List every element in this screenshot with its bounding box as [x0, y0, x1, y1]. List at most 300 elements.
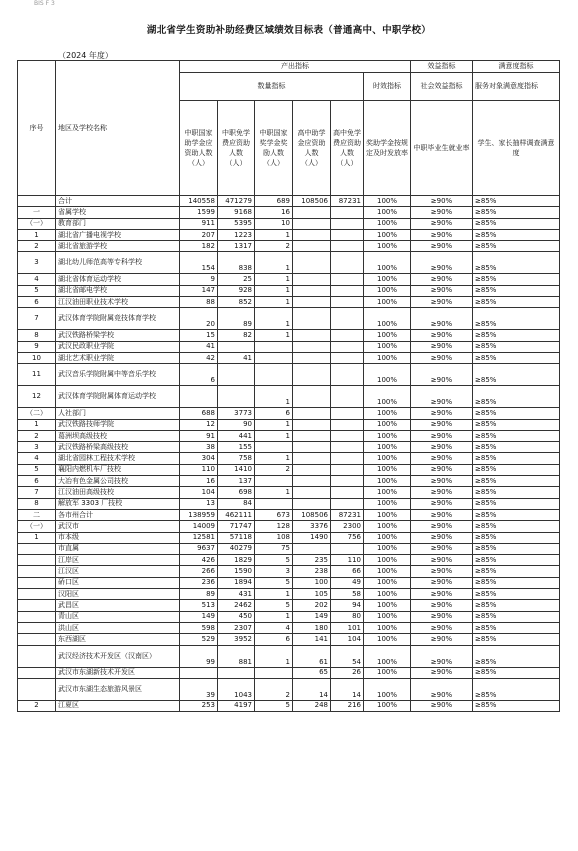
- cell-region-name: 武汉铁路技师学院: [56, 419, 180, 430]
- cell-col4: [293, 442, 331, 453]
- table-row: [18, 274, 560, 285]
- cell-col2: 25: [218, 274, 255, 285]
- cell-col1: 266: [180, 566, 218, 577]
- cell-col6: 100%: [364, 645, 411, 667]
- cell-col4: 149: [293, 611, 331, 622]
- cell-col6: 100%: [364, 543, 411, 554]
- cell-col5: 66: [331, 566, 364, 577]
- cell-col5: [331, 218, 364, 229]
- header-quantity: 数量指标: [180, 73, 364, 101]
- cell-col7: ≥90%: [411, 285, 473, 296]
- cell-col6: 100%: [364, 476, 411, 487]
- table-row: [18, 442, 560, 453]
- cell-col8: ≥85%: [473, 285, 560, 296]
- cell-col1: 14009: [180, 521, 218, 532]
- header-col2-text: 中职免学费应资助人数: [222, 129, 250, 157]
- cell-col1: 154: [180, 252, 218, 274]
- cell-seq: [18, 611, 56, 622]
- cell-col4: [293, 386, 331, 408]
- cell-col4: [293, 498, 331, 509]
- cell-col2: 471279: [218, 196, 255, 207]
- cell-col5: [331, 408, 364, 419]
- cell-col1: 104: [180, 487, 218, 498]
- cell-col6: 100%: [364, 229, 411, 240]
- cell-col8: ≥85%: [473, 498, 560, 509]
- cell-col4: [293, 464, 331, 475]
- cell-col8: ≥85%: [473, 229, 560, 240]
- cell-col8: ≥85%: [473, 308, 560, 330]
- cell-col5: [331, 543, 364, 554]
- cell-col7: ≥90%: [411, 419, 473, 430]
- cell-col2: 82: [218, 330, 255, 341]
- cell-col4: [293, 218, 331, 229]
- cell-seq: 8: [18, 330, 56, 341]
- header-satisfaction: 满意度指标: [473, 61, 560, 73]
- header-col4: [293, 101, 331, 196]
- cell-col2: [218, 386, 255, 408]
- cell-col1: 12: [180, 419, 218, 430]
- cell-region-name: 大冶有色金属公司技校: [56, 476, 180, 487]
- cell-col5: 80: [331, 611, 364, 622]
- cell-col3: 4: [255, 622, 293, 633]
- cell-col3: 5: [255, 555, 293, 566]
- cell-col6: 100%: [364, 297, 411, 308]
- table-row: [18, 509, 560, 520]
- cell-col5: [331, 207, 364, 218]
- cell-col3: [255, 364, 293, 386]
- table-row: [18, 241, 560, 252]
- cell-col2: 1223: [218, 229, 255, 240]
- cell-col1: 12581: [180, 532, 218, 543]
- cell-col3: 1: [255, 611, 293, 622]
- cell-col2: 41: [218, 352, 255, 363]
- header-seq: 序号: [18, 61, 56, 196]
- cell-region-name: 各市州合计: [56, 509, 180, 520]
- cell-col6: 100%: [364, 498, 411, 509]
- table-row: [18, 611, 560, 622]
- cell-region-name: 武汉体育学院附属竞技体育学校: [56, 308, 180, 330]
- cell-col1: 6: [180, 364, 218, 386]
- cell-col8: ≥85%: [473, 589, 560, 600]
- cell-col7: ≥90%: [411, 487, 473, 498]
- cell-col4: 248: [293, 700, 331, 711]
- cell-col2: 3952: [218, 634, 255, 645]
- cell-col1: 42: [180, 352, 218, 363]
- cell-col7: ≥90%: [411, 645, 473, 667]
- cell-region-name: 武汉体育学院附属体育运动学校: [56, 386, 180, 408]
- cell-col3: 3: [255, 566, 293, 577]
- cell-col4: [293, 487, 331, 498]
- cell-col2: 89: [218, 308, 255, 330]
- cell-region-name: 东西湖区: [56, 634, 180, 645]
- table-row: [18, 521, 560, 532]
- cell-col1: 140558: [180, 196, 218, 207]
- cell-col3: 2: [255, 464, 293, 475]
- cell-col7: ≥90%: [411, 430, 473, 441]
- cell-seq: 二: [18, 509, 56, 520]
- cell-region-name: 江汉油田高级技校: [56, 487, 180, 498]
- cell-col6: 100%: [364, 600, 411, 611]
- cell-col7: ≥90%: [411, 308, 473, 330]
- cell-col3: 1: [255, 285, 293, 296]
- cell-col5: [331, 464, 364, 475]
- cell-seq: （一）: [18, 218, 56, 229]
- cell-col7: ≥90%: [411, 218, 473, 229]
- cell-col4: [293, 274, 331, 285]
- cell-col3: 1: [255, 308, 293, 330]
- header-col4-unit: （人）: [301, 159, 322, 167]
- cell-col7: ≥90%: [411, 330, 473, 341]
- cell-col3: 1: [255, 419, 293, 430]
- cell-seq: 7: [18, 487, 56, 498]
- cell-col2: 852: [218, 297, 255, 308]
- cell-col1: 41: [180, 341, 218, 352]
- cell-col3: 1: [255, 297, 293, 308]
- cell-col1: 99: [180, 645, 218, 667]
- header-col1-unit: （人）: [188, 159, 209, 167]
- cell-col3: 1: [255, 252, 293, 274]
- cell-col4: 1490: [293, 532, 331, 543]
- cell-col1: 253: [180, 700, 218, 711]
- cell-region-name: 武汉经济技术开发区（汉南区）: [56, 645, 180, 667]
- cell-col6: 100%: [364, 634, 411, 645]
- cell-col8: ≥85%: [473, 678, 560, 700]
- cell-col7: ≥90%: [411, 364, 473, 386]
- cell-col8: ≥85%: [473, 476, 560, 487]
- cell-seq: 4: [18, 453, 56, 464]
- cell-col2: 1590: [218, 566, 255, 577]
- cell-col8: ≥85%: [473, 532, 560, 543]
- table-row: [18, 408, 560, 419]
- cell-col8: ≥85%: [473, 218, 560, 229]
- cell-seq: 8: [18, 498, 56, 509]
- cell-region-name: 湖北省旅游学校: [56, 241, 180, 252]
- cell-col6: 100%: [364, 386, 411, 408]
- cell-col6: 100%: [364, 555, 411, 566]
- table-row: [18, 430, 560, 441]
- cell-col5: [331, 241, 364, 252]
- cell-col6: 100%: [364, 364, 411, 386]
- header-col5-text: 高中免学费应资助人数: [333, 129, 361, 157]
- cell-col8: ≥85%: [473, 419, 560, 430]
- cell-col7: ≥90%: [411, 611, 473, 622]
- header-col7: 中职毕业生就业率: [411, 101, 473, 196]
- cell-col6: 100%: [364, 419, 411, 430]
- cell-col7: ≥90%: [411, 577, 473, 588]
- cell-col8: ≥85%: [473, 667, 560, 678]
- cell-col5: [331, 453, 364, 464]
- table-row: [18, 218, 560, 229]
- cell-col3: 5: [255, 700, 293, 711]
- cell-col7: ≥90%: [411, 229, 473, 240]
- cell-col7: ≥90%: [411, 442, 473, 453]
- cell-col2: 1894: [218, 577, 255, 588]
- cell-col4: 105: [293, 589, 331, 600]
- cell-col2: 838: [218, 252, 255, 274]
- cell-col5: [331, 419, 364, 430]
- cell-seq: [18, 577, 56, 588]
- cell-col2: 57118: [218, 532, 255, 543]
- cell-col2: 71747: [218, 521, 255, 532]
- cell-seq: 一: [18, 207, 56, 218]
- header-social-benefit: 社会效益指标: [411, 73, 473, 101]
- cell-region-name: 武汉铁路桥梁学校: [56, 330, 180, 341]
- cell-col2: 3773: [218, 408, 255, 419]
- cell-col2: 4197: [218, 700, 255, 711]
- cell-col4: 108506: [293, 196, 331, 207]
- cell-col1: 138959: [180, 509, 218, 520]
- cell-region-name: 江汉区: [56, 566, 180, 577]
- cell-col8: ≥85%: [473, 341, 560, 352]
- cell-seq: 1: [18, 229, 56, 240]
- cell-col5: [331, 352, 364, 363]
- cell-col6: 100%: [364, 218, 411, 229]
- cell-seq: 2: [18, 241, 56, 252]
- header-timeliness: 时效指标: [364, 73, 411, 101]
- cell-col3: [255, 341, 293, 352]
- cell-col4: 3376: [293, 521, 331, 532]
- cell-col3: 1: [255, 645, 293, 667]
- cell-seq: 10: [18, 352, 56, 363]
- cell-col6: 100%: [364, 700, 411, 711]
- cell-col1: 426: [180, 555, 218, 566]
- cell-seq: [18, 600, 56, 611]
- cell-col3: 689: [255, 196, 293, 207]
- header-col8: 学生、家长抽样调查满意度: [473, 101, 560, 196]
- cell-col2: 1043: [218, 678, 255, 700]
- cell-col7: ≥90%: [411, 341, 473, 352]
- cell-region-name: 武昌区: [56, 600, 180, 611]
- cell-col1: 513: [180, 600, 218, 611]
- cell-col2: 1829: [218, 555, 255, 566]
- cell-seq: 1: [18, 419, 56, 430]
- cell-col8: ≥85%: [473, 453, 560, 464]
- cell-col6: 100%: [364, 252, 411, 274]
- cell-col5: [331, 386, 364, 408]
- cell-col3: 10: [255, 218, 293, 229]
- cell-region-name: 教育部门: [56, 218, 180, 229]
- cell-col2: [218, 667, 255, 678]
- cell-col5: [331, 476, 364, 487]
- cell-col8: ≥85%: [473, 700, 560, 711]
- cell-region-name: 硚口区: [56, 577, 180, 588]
- cell-seq: [18, 543, 56, 554]
- cell-seq: 5: [18, 464, 56, 475]
- cell-col8: ≥85%: [473, 386, 560, 408]
- cell-region-name: 市直属: [56, 543, 180, 554]
- cell-col7: ≥90%: [411, 476, 473, 487]
- cell-col3: 1: [255, 453, 293, 464]
- cell-col8: ≥85%: [473, 645, 560, 667]
- cell-col5: [331, 442, 364, 453]
- table-row: [18, 532, 560, 543]
- cell-col2: 137: [218, 476, 255, 487]
- cell-col1: 598: [180, 622, 218, 633]
- table-row: [18, 252, 560, 274]
- cell-col8: ≥85%: [473, 555, 560, 566]
- cell-col8: ≥85%: [473, 566, 560, 577]
- cell-col4: [293, 285, 331, 296]
- cell-col6: 100%: [364, 274, 411, 285]
- cell-col1: 9637: [180, 543, 218, 554]
- cell-col3: [255, 476, 293, 487]
- cell-col3: [255, 667, 293, 678]
- cell-col3: 75: [255, 543, 293, 554]
- cell-col6: 100%: [364, 521, 411, 532]
- document-title: 湖北省学生资助补助经费区域绩效目标表（普通高中、中职学校）: [146, 25, 432, 36]
- cell-region-name: 武汉音乐学院附属中等音乐学校: [56, 364, 180, 386]
- cell-col2: 5395: [218, 218, 255, 229]
- cell-col6: 100%: [364, 678, 411, 700]
- cell-region-name: 武汉市: [56, 521, 180, 532]
- cell-col4: [293, 207, 331, 218]
- cell-col8: ≥85%: [473, 622, 560, 633]
- cell-col6: 100%: [364, 330, 411, 341]
- cell-col4: [293, 297, 331, 308]
- table-row: [18, 622, 560, 633]
- cell-col8: ≥85%: [473, 487, 560, 498]
- cell-col1: 147: [180, 285, 218, 296]
- cell-region-name: 江汉油田职业技术学校: [56, 297, 180, 308]
- cell-col6: 100%: [364, 667, 411, 678]
- cell-col7: ≥90%: [411, 532, 473, 543]
- cell-col8: ≥85%: [473, 364, 560, 386]
- header-col3-text: 中职国家奖学金奖励人数: [259, 129, 288, 157]
- cell-col8: ≥85%: [473, 577, 560, 588]
- cell-col6: 100%: [364, 532, 411, 543]
- cell-seq: （一）: [18, 521, 56, 532]
- cell-col8: ≥85%: [473, 634, 560, 645]
- cell-col2: 698: [218, 487, 255, 498]
- cell-col4: [293, 419, 331, 430]
- cell-col6: 100%: [364, 464, 411, 475]
- table-row: [18, 196, 560, 207]
- cell-col8: ≥85%: [473, 297, 560, 308]
- cell-col6: 100%: [364, 408, 411, 419]
- header-col5-unit: （人）: [336, 159, 358, 167]
- cell-region-name: 青山区: [56, 611, 180, 622]
- cell-seq: （二）: [18, 408, 56, 419]
- table-row: [18, 285, 560, 296]
- cell-col3: 128: [255, 521, 293, 532]
- cell-col6: 100%: [364, 611, 411, 622]
- cell-seq: 12: [18, 386, 56, 408]
- table-row: [18, 498, 560, 509]
- cell-col7: ≥90%: [411, 600, 473, 611]
- cell-col3: 5: [255, 600, 293, 611]
- cell-col3: 1: [255, 430, 293, 441]
- cell-col1: 9: [180, 274, 218, 285]
- cell-col1: 39: [180, 678, 218, 700]
- cell-col4: [293, 364, 331, 386]
- cell-region-name: 湖北省园林工程技术学校: [56, 453, 180, 464]
- cell-col2: 40279: [218, 543, 255, 554]
- cell-seq: 7: [18, 308, 56, 330]
- table-row: [18, 577, 560, 588]
- cell-col4: 100: [293, 577, 331, 588]
- cell-col7: ≥90%: [411, 207, 473, 218]
- cell-col3: 16: [255, 207, 293, 218]
- cell-col7: ≥90%: [411, 386, 473, 408]
- cell-region-name: 襄阳内燃机车厂技校: [56, 464, 180, 475]
- cell-col2: 758: [218, 453, 255, 464]
- cell-col2: 155: [218, 442, 255, 453]
- cell-col5: [331, 274, 364, 285]
- cell-col3: 1: [255, 330, 293, 341]
- cell-region-name: 人社部门: [56, 408, 180, 419]
- cell-col1: 207: [180, 229, 218, 240]
- cell-seq: [18, 622, 56, 633]
- cell-col7: ≥90%: [411, 678, 473, 700]
- cell-col7: ≥90%: [411, 700, 473, 711]
- cell-col6: 100%: [364, 196, 411, 207]
- cell-seq: [18, 667, 56, 678]
- cell-region-name: 江夏区: [56, 700, 180, 711]
- cell-col2: 9168: [218, 207, 255, 218]
- cell-col3: 5: [255, 577, 293, 588]
- cell-col1: 911: [180, 218, 218, 229]
- cell-col2: 928: [218, 285, 255, 296]
- cell-seq: 3: [18, 252, 56, 274]
- cell-col2: 1410: [218, 464, 255, 475]
- cell-col5: [331, 498, 364, 509]
- cell-col3: 108: [255, 532, 293, 543]
- cell-col3: [255, 498, 293, 509]
- table-row: [18, 364, 560, 386]
- cell-col6: 100%: [364, 487, 411, 498]
- table-row: [18, 330, 560, 341]
- cell-seq: 5: [18, 285, 56, 296]
- cell-col4: 141: [293, 634, 331, 645]
- cell-col1: [180, 386, 218, 408]
- cell-col7: ≥90%: [411, 509, 473, 520]
- cell-col3: 1: [255, 386, 293, 408]
- cell-region-name: 合计: [56, 196, 180, 207]
- header-region: 地区及学校名称: [56, 61, 180, 196]
- cell-col5: [331, 308, 364, 330]
- cell-col4: [293, 252, 331, 274]
- cell-col1: 16: [180, 476, 218, 487]
- cell-col5: 87231: [331, 196, 364, 207]
- cell-col1: 304: [180, 453, 218, 464]
- cell-col6: 100%: [364, 509, 411, 520]
- cell-col5: 104: [331, 634, 364, 645]
- cell-col5: [331, 229, 364, 240]
- cell-col4: [293, 308, 331, 330]
- cell-seq: [18, 589, 56, 600]
- cell-col6: 100%: [364, 341, 411, 352]
- table-row: [18, 207, 560, 218]
- cell-col8: ≥85%: [473, 442, 560, 453]
- cell-col7: ≥90%: [411, 196, 473, 207]
- cell-seq: 4: [18, 274, 56, 285]
- cell-col5: 216: [331, 700, 364, 711]
- table-row: [18, 566, 560, 577]
- header-col5: [331, 101, 364, 196]
- table-row: [18, 464, 560, 475]
- header-benefit: 效益指标: [411, 61, 473, 73]
- cell-col7: ≥90%: [411, 543, 473, 554]
- cell-col4: 238: [293, 566, 331, 577]
- cell-col3: 6: [255, 634, 293, 645]
- cell-col5: [331, 330, 364, 341]
- corner-mark: BIS F 3: [34, 0, 55, 7]
- cell-seq: 11: [18, 364, 56, 386]
- cell-seq: [18, 555, 56, 566]
- cell-col6: 100%: [364, 308, 411, 330]
- cell-col4: [293, 352, 331, 363]
- table-row: [18, 589, 560, 600]
